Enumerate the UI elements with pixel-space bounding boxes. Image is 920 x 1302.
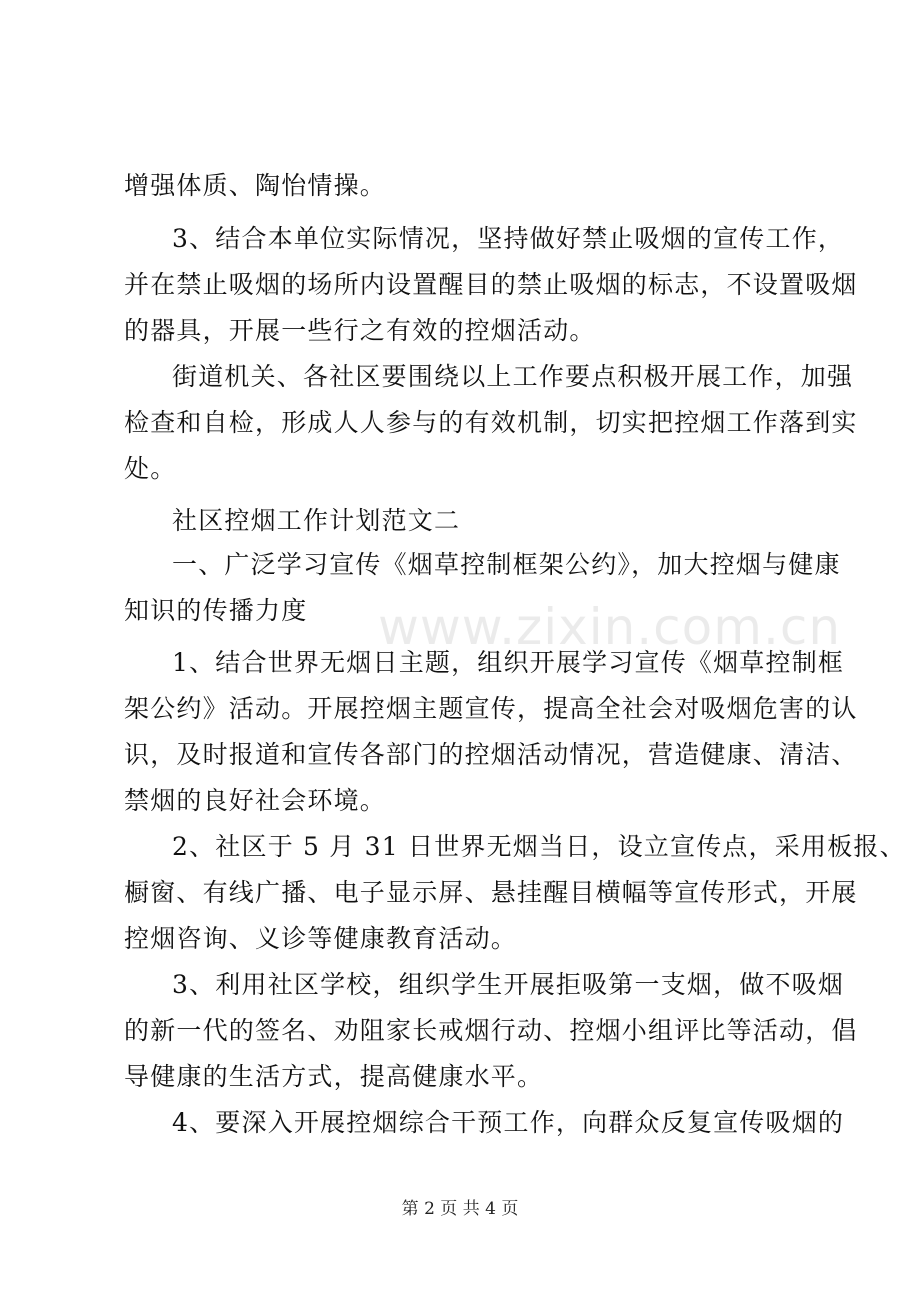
text-line: 处。	[124, 454, 177, 483]
text-line: 3、利用社区学校，组织学生开展拒吸第一支烟，做不吸烟	[172, 970, 845, 999]
text-line: 并在禁止吸烟的场所内设置醒目的禁止吸烟的标志，不设置吸烟	[124, 270, 858, 299]
text-line: 4、要深入开展控烟综合干预工作，向群众反复宣传吸烟的	[172, 1108, 845, 1137]
text-line: 知识的传播力度	[124, 596, 308, 625]
text-line: 的器具，开展一些行之有效的控烟活动。	[124, 316, 596, 345]
text-line: 2、社区于 5 月 31 日世界无烟当日，设立宣传点，采用板报、	[172, 832, 906, 861]
text-line: 3、结合本单位实际情况，坚持做好禁止吸烟的宣传工作，	[172, 224, 845, 253]
text-line: 1、结合世界无烟日主题，组织开展学习宣传《烟草控制框	[172, 648, 845, 677]
page-footer: 第 2 页 共 4 页	[401, 1199, 519, 1219]
text-line: 的新一代的签名、劝阻家长戒烟行动、控烟小组评比等活动，倡	[124, 1016, 858, 1045]
text-line: 检查和自检，形成人人参与的有效机制，切实把控烟工作落到实	[124, 408, 858, 437]
text-line: 一、广泛学习宣传《烟草控制框架公约》，加大控烟与健康	[172, 550, 841, 579]
text-line: 街道机关、各社区要围绕以上工作要点积极开展工作，加强	[172, 362, 854, 391]
watermark: www.zixin.com.cn	[378, 598, 842, 656]
text-line: 禁烟的良好社会环境。	[124, 786, 387, 815]
text-line: 控烟咨询、义诊等健康教育活动。	[124, 924, 518, 953]
text-line: 架公约》活动。开展控烟主题宣传，提高全社会对吸烟危害的认	[124, 694, 858, 723]
text-line: 导健康的生活方式，提高健康水平。	[124, 1062, 544, 1091]
text-line: 识，及时报道和宣传各部门的控烟活动情况，营造健康、清洁、	[124, 740, 858, 769]
text-line: 橱窗、有线广播、电子显示屏、悬挂醒目横幅等宣传形式，开展	[124, 878, 858, 907]
section-heading: 社区控烟工作计划范文二	[172, 506, 461, 535]
text-line: 增强体质、陶怡情操。	[124, 171, 387, 200]
